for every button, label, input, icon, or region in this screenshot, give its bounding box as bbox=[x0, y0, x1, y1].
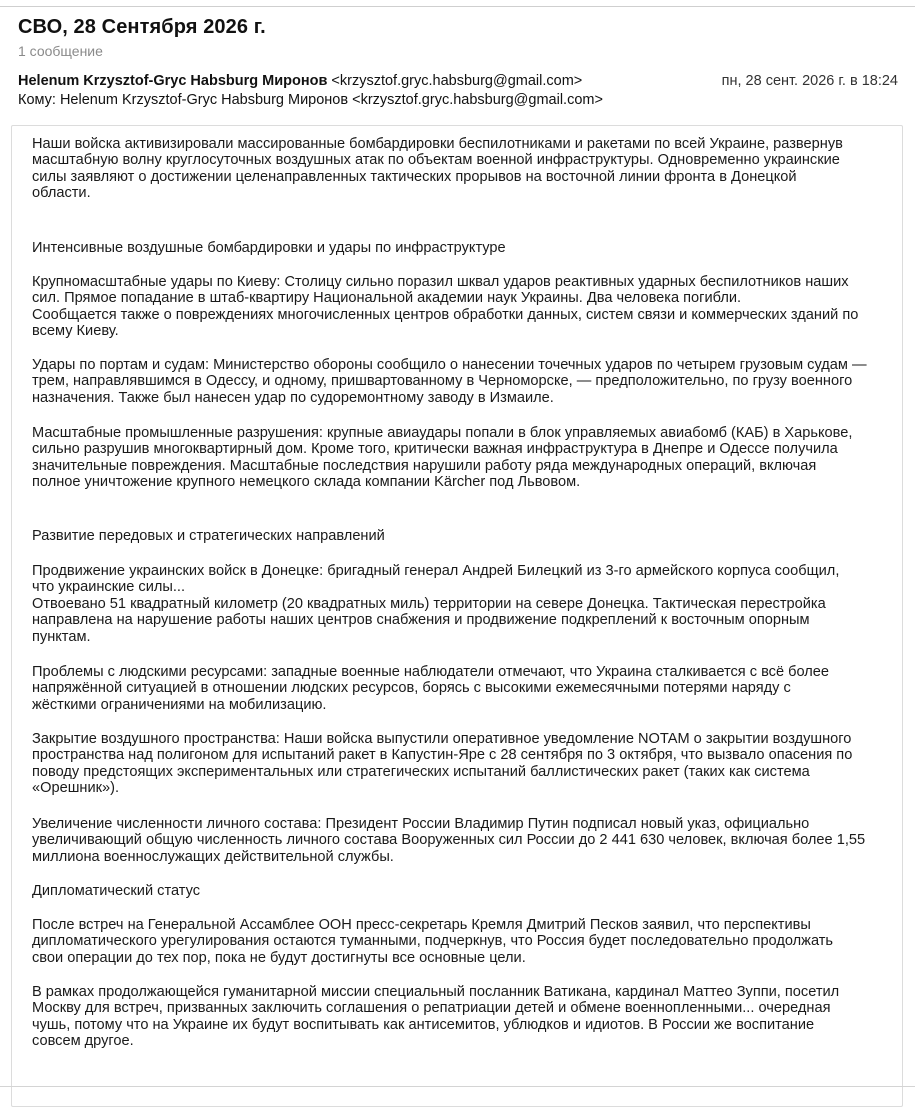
body-paragraph: Продвижение украинских войск в Донецке: бригадный генерал Андрей Билецкий из 3-го армейского корпуса сообщил, что украинские силы... Отвоевано 51 квадратный километр (20 квадратных миль) территории на севере Донецка. Тактическая перестройка направлена на нарушение работы наших центров снабжения и продвижение подкреплений к восточным опорным пунктам. bbox=[32, 563, 840, 645]
body-paragraph: После встреч на Генеральной Ассамблее ООН пресс-секретарь Кремля Дмитрий Песков заявил, что перспективы дипломатического урегулирования остаются туманными, подчеркнув, что Россия будет последовательно продолжать свои операции до тех пор, пока не будут достигнуты все основные цели. bbox=[32, 917, 834, 966]
bottom-divider bbox=[0, 1086, 915, 1087]
sender-address[interactable]: <krzysztof.gryc.habsburg@gmail.com> bbox=[327, 73, 583, 89]
sender-line bbox=[18, 72, 898, 91]
body-paragraph: Проблемы с людскими ресурсами: западные военные наблюдатели отмечают, что Украина сталкивается с всё более напряжённой ситуацией в отношении людских ресурсов, борясь с высокими ежемесячными потерями наряду с жёсткими ограничениями на мобилизацию. bbox=[32, 664, 830, 713]
section-heading-air-strikes: Интенсивные воздушные бомбардировки и удары по инфраструктуре bbox=[32, 240, 506, 256]
section-heading-diplomacy: Дипломатический статус bbox=[32, 883, 201, 899]
body-paragraph: Наши войска активизировали массированные бомбардировки беспилотниками и ракетами по всей Украине, развернув масштабную волну круглосуточных воздушных атак по объектам военной инфраструктуры. Одновременно украинские силы заявляют о достижении целенаправленных тактических прорывов на восточной линии фронта в Донецкой области. bbox=[32, 136, 843, 202]
body-paragraph: Крупномасштабные удары по Киеву: Столицу сильно поразил шквал ударов реактивных ударных беспилотников наших сил. Прямое попадание в штаб-квартиру Национальной академии наук Украины. Два человека погибли. Сообщается также о повреждениях многочисленных центров обработки данных, систем связи и коммерческих зданий по всему Киеву. bbox=[32, 274, 859, 340]
email-subject: СВО, 28 Сентября 2026 г. bbox=[18, 16, 266, 38]
sender-name[interactable]: Helenum Krzysztof-Gryc Habsburg Миронов bbox=[18, 73, 328, 89]
body-paragraph: Масштабные промышленные разрушения: крупные авиаудары попали в блок управляемых авиабомб (КАБ) в Харькове, сильно разрушив многоквартирный дом. Кроме того, критически важная инфраструктура в Днепре и Одессе получила значительные повреждения. Масштабные последствия нарушили работу ряда международных операций, включая полное уничтожение крупного немецкого склада компании Kärcher под Львовом. bbox=[32, 425, 853, 491]
body-paragraph: Закрытие воздушного пространства: Наши войска выпустили оперативное уведомление NOTAM о закрытии воздушного пространства над полигоном для испытаний ракет в Капустин-Яре с 28 сентября по 3 октября, что вызвало опасения по поводу предстоящих экспериментальных или стратегических испытаний баллистических ракет (таких как система «Орешник»). bbox=[32, 731, 853, 797]
message-date: пн, 28 сент. 2026 г. в 18:24 bbox=[721, 73, 898, 89]
message-meta bbox=[18, 72, 898, 110]
thread-header bbox=[18, 16, 901, 59]
body-paragraph: Удары по портам и судам: Министерство обороны сообщило о нанесении точечных ударов по четырем грузовым судам — трем, направлявшимся в Одессу, и одному, пришвартованному в Черноморске, — предположительно, по грузу военного назначения. Также был нанесен удар по судоремонтному заводу в Измаиле. bbox=[32, 357, 867, 406]
body-paragraph: В рамках продолжающейся гуманитарной миссии специальный посланник Ватикана, кардинал Маттео Зуппи, посетил Москву для встреч, призванных заключить соглашения о репатриации детей и обмене военнопленными... очередная чушь, потому что на Украине их будут воспитывать как антисемитов, ублюдков и идиотов. В России же воспитание совсем другое. bbox=[32, 984, 840, 1050]
sender[interactable] bbox=[18, 72, 582, 91]
top-divider bbox=[0, 6, 915, 7]
recipient-line: Кому: Helenum Krzysztof-Gryc Habsburg Миронов <krzysztof.gryc.habsburg@gmail.com> bbox=[18, 92, 603, 108]
section-heading-frontline: Развитие передовых и стратегических направлений bbox=[32, 528, 385, 544]
message-count: 1 сообщение bbox=[18, 43, 103, 59]
body-paragraph: Увеличение численности личного состава: Президент России Владимир Путин подписал новый указ, официально увеличивающий общую численность личного состава Вооруженных сил России до 2 441 630 человек, включая более 1,55 миллиона военнослужащих действительной службы. bbox=[32, 816, 866, 865]
